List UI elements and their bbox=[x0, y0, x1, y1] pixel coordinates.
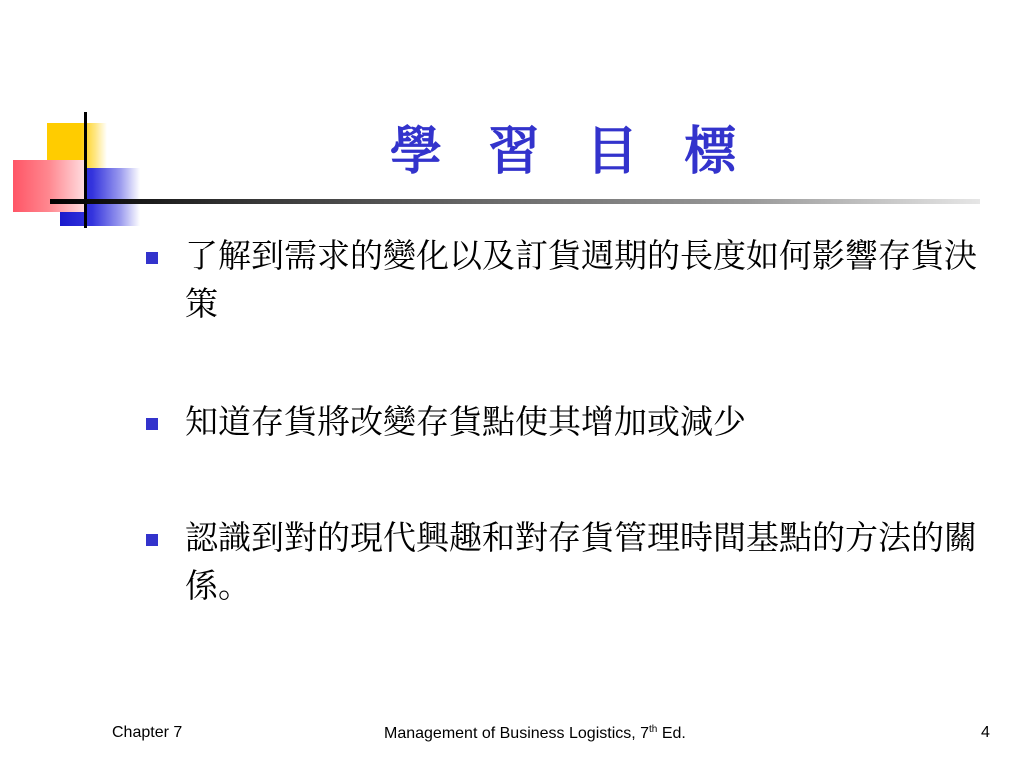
bullet-text: 了解到需求的變化以及訂貨週期的長度如何影響存貨決策 bbox=[185, 236, 977, 323]
vertical-rule bbox=[84, 112, 87, 228]
footer-book-title-edition: Ed. bbox=[657, 725, 686, 742]
square-bullet-icon bbox=[146, 534, 158, 546]
footer-book-title-superscript: th bbox=[649, 724, 658, 735]
slide-footer bbox=[0, 720, 1024, 750]
slide-title: 學 習 目 標 bbox=[389, 121, 751, 182]
bullet-item bbox=[140, 232, 1000, 328]
title-underline-rule bbox=[50, 199, 980, 204]
square-bullet-icon bbox=[146, 418, 158, 430]
bullet-item bbox=[140, 398, 1000, 446]
bullet-text: 認識到對的現代興趣和對存貨管理時間基點的方法的關係。 bbox=[185, 518, 977, 605]
footer-book-title-main: Management of Business Logistics, 7 bbox=[384, 725, 650, 742]
footer-page-number: 4 bbox=[981, 724, 990, 741]
bullet-text: 知道存貨將改變存貨點使其增加或減少 bbox=[185, 402, 746, 441]
decorative-logo bbox=[0, 0, 140, 240]
bullet-list bbox=[140, 232, 1000, 680]
footer-chapter: Chapter 7 bbox=[112, 724, 183, 741]
square-bullet-icon bbox=[146, 252, 158, 264]
red-square-shape bbox=[13, 160, 85, 212]
footer-book-title bbox=[384, 724, 686, 743]
bullet-item bbox=[140, 514, 1000, 610]
